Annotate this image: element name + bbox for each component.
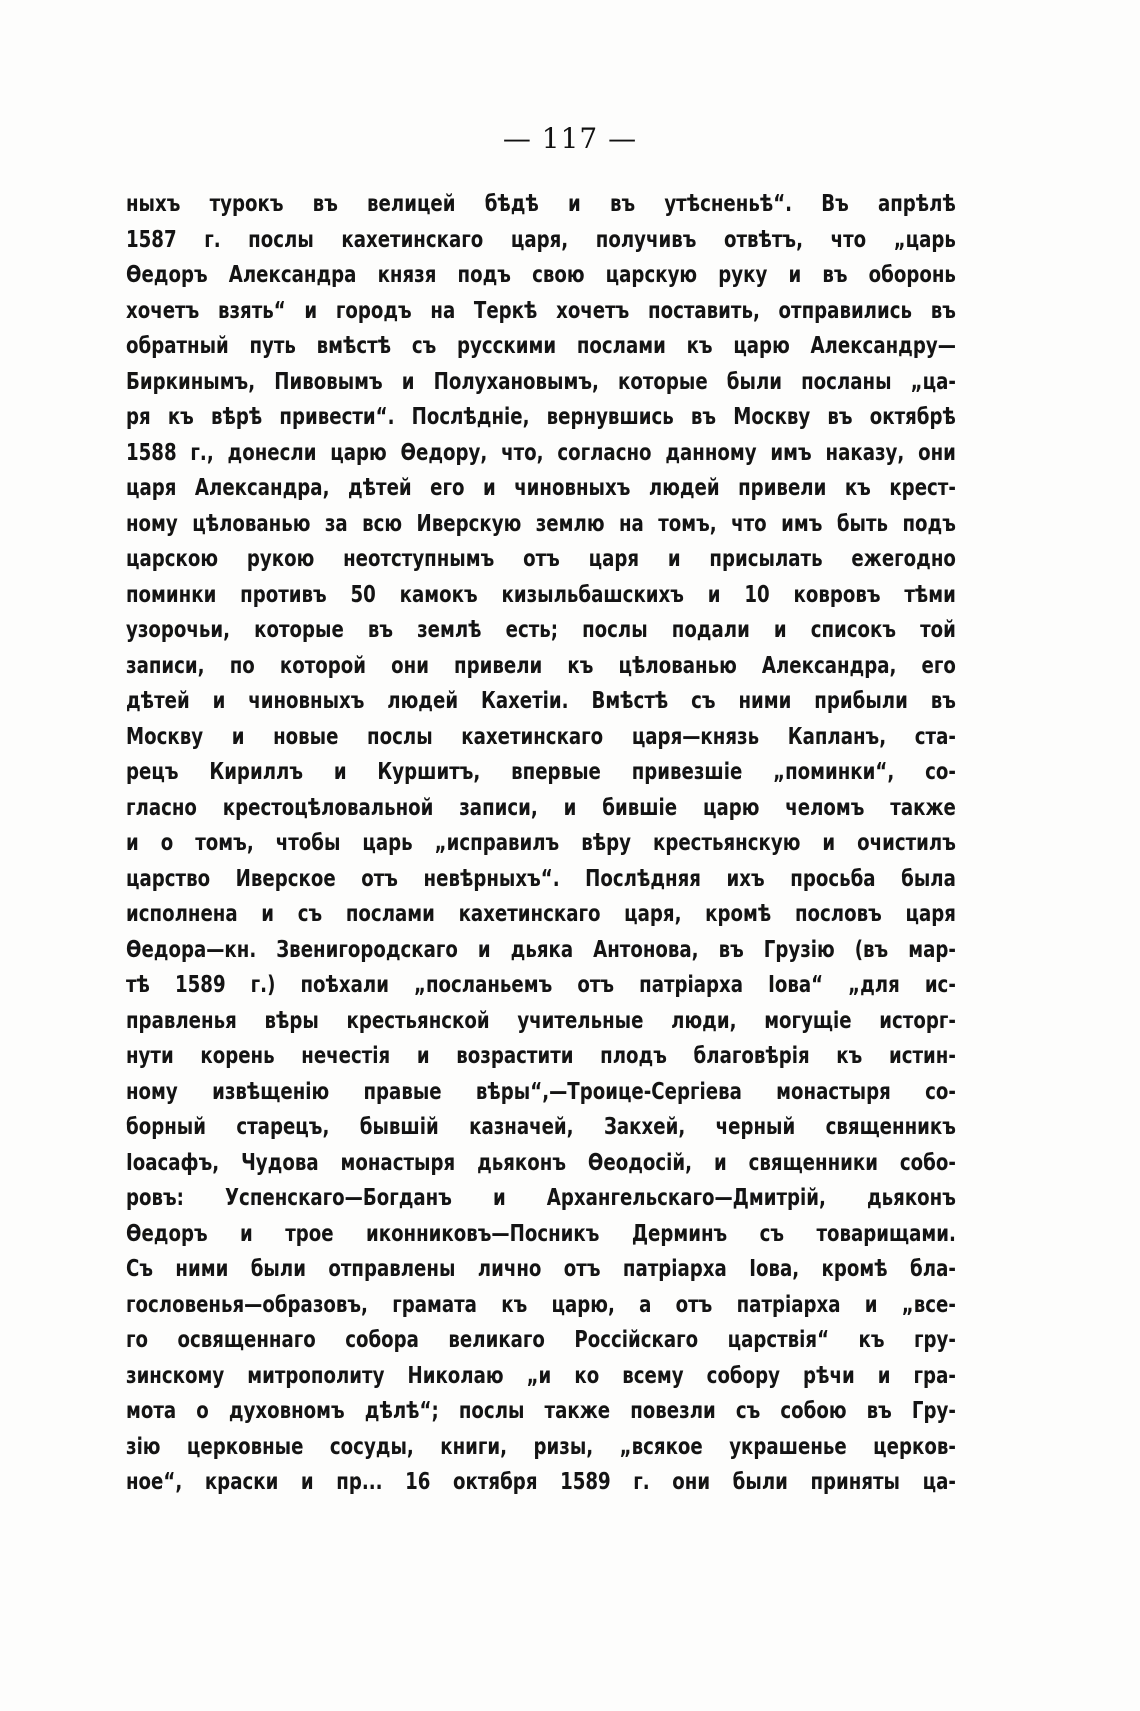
- text-line: поминки противъ 50 камокъ кизыльбашскихъ и 10 ковровъ тѣми: [126, 579, 956, 608]
- text-line: мота о духовномъ дѣлѣ“; послы также повезли съ собою въ Гру-: [126, 1396, 956, 1424]
- text-line: нути корень нечестія и возрастити плодъ благовѣрія къ истин-: [126, 1041, 956, 1069]
- text-line: ныхъ турокъ въ велицей бѣдѣ и въ утѣсненьѣ“. Въ апрѣлѣ: [126, 189, 956, 217]
- text-line: царство Иверское отъ невѣрныхъ“. Послѣдняя ихъ просьба была: [126, 863, 956, 892]
- text-line: записи, по которой они привели къ цѣлованью Александра, его: [126, 650, 956, 679]
- text-line: ному извѣщенію правые вѣры“,—Троице-Сергіева монастыря со-: [126, 1076, 956, 1105]
- body-text: [126, 186, 956, 1500]
- text-line: обратный путь вмѣстѣ съ русскими послами къ царю Александру—: [126, 331, 956, 359]
- text-line: 1587 г. послы кахетинскаго царя, получивъ отвѣтъ, что „царь: [126, 224, 956, 253]
- text-line: Съ ними были отправлены лично отъ патріарха Іова, кромѣ бла-: [126, 1254, 956, 1282]
- text-line: Ѳедоръ и трое иконниковъ—Посникъ Дерминъ съ товарищами.: [126, 1218, 956, 1247]
- text-line: рецъ Кириллъ и Куршитъ, впервые привезшіе „поминки“, со-: [126, 757, 956, 785]
- text-line: Ѳедора—кн. Звенигородскаго и дьяка Антонова, въ Грузію (въ мар-: [126, 934, 956, 963]
- text-line: узорочьи, которые въ землѣ есть; послы подали и списокъ той: [126, 615, 956, 643]
- text-line: хочетъ взять“ и городъ на Теркѣ хочетъ поставить, отправились въ: [126, 295, 956, 324]
- text-line: дѣтей и чиновныхъ людей Кахетіи. Вмѣстѣ съ ними прибыли въ: [126, 686, 956, 714]
- text-line: гласно крестоцѣловальной записи, и бившіе царю челомъ также: [126, 792, 956, 821]
- text-line: ному цѣлованью за всю Иверскую землю на томъ, что имъ быть подъ: [126, 508, 956, 537]
- page-number: — 117 —: [502, 122, 638, 155]
- text-line: правленья вѣры крестьянской учительные люди, могущіе исторг-: [126, 1005, 956, 1034]
- text-line: царя Александра, дѣтей его и чиновныхъ людей привели къ крест-: [126, 473, 956, 501]
- text-line: царскою рукою неотступнымъ отъ царя и присылать ежегодно: [126, 544, 956, 572]
- text-line: 1588 г., донесли царю Ѳедору, что, согласно данному имъ наказу, они: [126, 437, 956, 466]
- text-line: зинскому митрополиту Николаю „и ко всему собору рѣчи и гра-: [126, 1360, 956, 1389]
- text-line: Москву и новые послы кахетинскаго царя—князь Капланъ, ста-: [126, 721, 956, 750]
- text-line: тѣ 1589 г.) поѣхали „посланьемъ отъ патріарха Іова“ „для ис-: [126, 970, 956, 998]
- text-line: Іоасафъ, Чудова монастыря дьяконъ Ѳеодосій, и священники собо-: [126, 1147, 956, 1176]
- text-line: Ѳедоръ Александра князя подъ свою царскую руку и въ оборонь: [126, 260, 956, 288]
- text-line: го освященнаго собора великаго Россійскаго царствія“ къ гру-: [126, 1325, 956, 1353]
- text-line: зію церковные сосуды, книги, ризы, „всякое украшенье церков-: [126, 1431, 956, 1460]
- text-line: исполнена и съ послами кахетинскаго царя, кромѣ пословъ царя: [126, 899, 956, 927]
- text-line: Биркинымъ, Пивовымъ и Полухановымъ, которые были посланы „ца-: [126, 366, 956, 395]
- text-line: ное“, краски и пр... 16 октября 1589 г. они были приняты ца-: [126, 1467, 956, 1495]
- text-line: и о томъ, чтобы царь „исправилъ вѣру крестьянскую и очистилъ: [126, 828, 956, 856]
- text-line: ровъ: Успенскаго—Богданъ и Архангельскаго—Дмитрій, дьяконъ: [126, 1183, 956, 1211]
- text-line: гословенья—образовъ, грамата къ царю, а отъ патріарха и „все-: [126, 1289, 956, 1318]
- text-line: ря къ вѣрѣ привести“. Послѣдніе, вернувшись въ Москву въ октябрѣ: [126, 402, 956, 430]
- text-line: борный старецъ, бывшій казначей, Закхей, черный священникъ: [126, 1112, 956, 1140]
